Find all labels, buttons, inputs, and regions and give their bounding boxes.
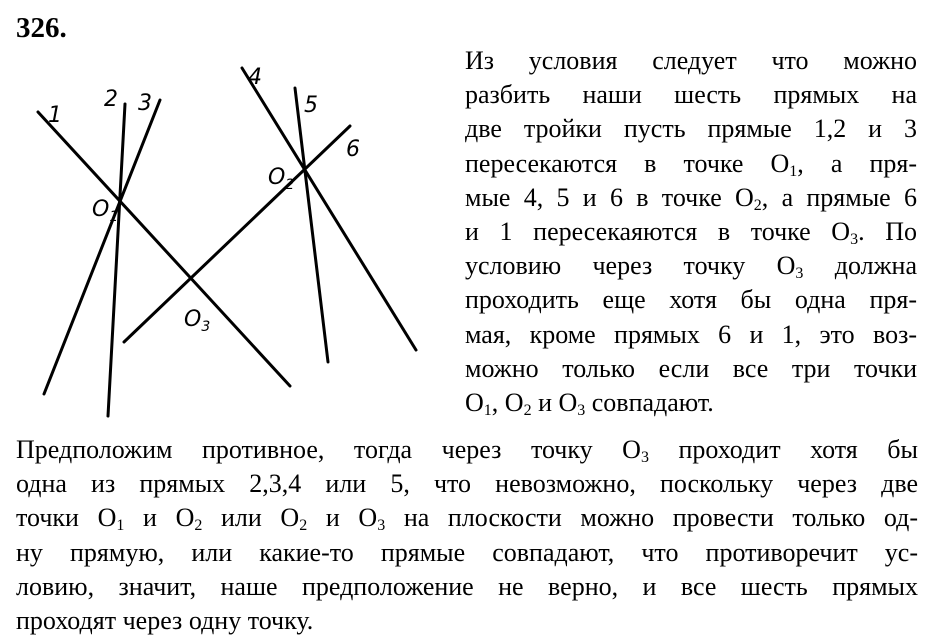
subscript: 3: [577, 402, 586, 420]
text-segment: , O: [491, 388, 524, 418]
lines-diagram: [28, 56, 432, 428]
text-segment: проходит хотя бы: [648, 435, 919, 464]
side-text-line: [465, 249, 917, 283]
text-segment: или O: [202, 503, 300, 533]
point-label-o2-main: O: [268, 165, 286, 190]
side-text-line: [465, 283, 917, 317]
solution-bottom-text: [16, 433, 918, 638]
text-segment: и 1 пересекаяются в точке O: [465, 217, 851, 247]
side-text-line: [465, 44, 917, 78]
text-segment: мая, кроме прямых 6 и 1, это воз-: [465, 319, 917, 349]
text-segment: O: [465, 388, 484, 418]
text-segment: и O: [307, 503, 378, 533]
subscript: 3: [640, 449, 649, 466]
subscript: 2: [299, 517, 308, 535]
subscript: 2: [194, 517, 203, 535]
line-label-6: 6: [346, 137, 360, 162]
text-segment: точки O: [16, 503, 117, 533]
side-text-line: [465, 352, 917, 386]
side-text-line: [465, 147, 917, 181]
text-segment: одна из прямых 2,3,4 или 5, что невозможно, поскольку через две: [16, 469, 918, 499]
subscript: 3: [850, 231, 859, 249]
text-segment: проходят через одну точку.: [16, 606, 314, 636]
subscript: 1: [483, 402, 492, 420]
line-label-4: 4: [248, 65, 262, 90]
line-label-1: 1: [48, 103, 62, 128]
point-label-o3: [184, 307, 210, 335]
point-label-o2: [268, 165, 294, 193]
side-text-line: [465, 386, 917, 420]
point-label-o1-sub: 1: [109, 209, 119, 225]
text-segment: должна: [803, 251, 917, 281]
subscript: 2: [523, 402, 532, 420]
text-segment: Из условия следует что можно: [465, 46, 917, 75]
text-segment: на плоскости можно провести только од-: [385, 503, 918, 533]
line-1: [38, 112, 290, 386]
line-5: [295, 88, 328, 362]
line-2: [108, 104, 125, 416]
point-label-o1: [92, 197, 118, 225]
bottom-text-line: [16, 467, 918, 501]
solution-side-text: [465, 44, 917, 420]
side-text-line: [465, 112, 917, 146]
side-text-line: [465, 181, 917, 215]
point-label-o3-sub: 3: [201, 319, 211, 335]
subscript: 3: [795, 265, 804, 283]
text-segment: мые 4, 5 и 6 в точке O: [465, 182, 754, 212]
line-6: [124, 126, 350, 342]
lines-figure: [28, 56, 432, 428]
bottom-text-line: [16, 501, 918, 535]
subscript: 1: [789, 162, 798, 180]
point-label-o3-main: O: [184, 307, 202, 332]
text-segment: можно только если все три точки: [465, 353, 917, 383]
side-text-line: [465, 78, 917, 112]
line-3: [44, 100, 160, 394]
point-label-o1-main: O: [92, 197, 110, 222]
line-label-3: 3: [138, 91, 152, 116]
text-segment: ну прямую, или какие-то прямые совпадают, что противоречит ус-: [16, 537, 918, 567]
bottom-text-line: [16, 536, 918, 570]
line-4: [242, 68, 416, 350]
bottom-text-line: [16, 570, 918, 604]
subscript: 2: [753, 196, 762, 214]
text-segment: ловию, значит, наше предположение не верно, и все шесть прямых: [16, 571, 918, 601]
bottom-text-line: [16, 604, 918, 638]
problem-number: 326.: [16, 12, 67, 44]
bottom-text-line: [16, 433, 918, 467]
subscript: 3: [377, 517, 386, 535]
text-segment: две тройки пусть прямые 1,2 и 3: [465, 114, 917, 144]
side-text-line: [465, 215, 917, 249]
line-label-2: 2: [104, 87, 118, 112]
text-segment: условию через точку O: [465, 251, 796, 281]
text-segment: , а прямые 6: [761, 182, 917, 212]
text-segment: совпадают.: [585, 388, 714, 418]
text-segment: проходить еще хотя бы одна пря-: [465, 285, 917, 315]
text-segment: пересекаются в точке O: [465, 148, 790, 178]
subscript: 1: [116, 517, 125, 535]
text-segment: , а пря-: [797, 148, 918, 178]
side-text-line: [465, 318, 917, 352]
line-label-5: 5: [304, 93, 318, 118]
text-segment: . По: [858, 217, 917, 247]
point-label-o2-sub: 2: [285, 177, 295, 193]
text-segment: разбить наши шесть прямых на: [465, 80, 917, 110]
text-segment: и O: [531, 388, 578, 418]
text-segment: Предположим противное, тогда через точку O: [16, 435, 641, 464]
text-segment: и O: [124, 503, 195, 533]
